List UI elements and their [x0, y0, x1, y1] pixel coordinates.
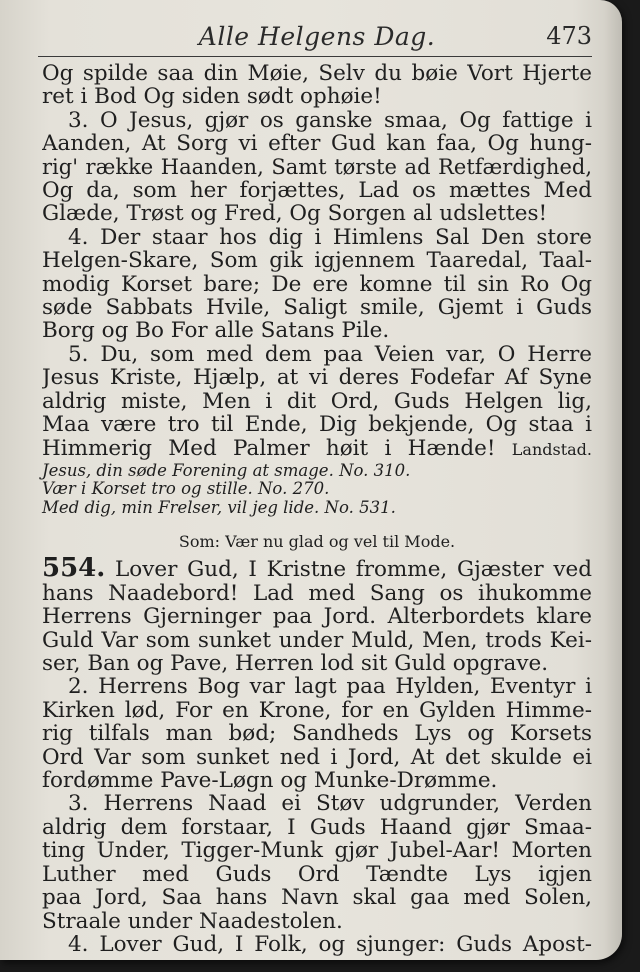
verse-line: ting Under, Tigger-Munk gjør Jubel-Aar! Morten — [42, 839, 592, 863]
verse-line: 4. Der staar hos dig i Himlens Sal Den store — [68, 225, 592, 250]
verse-line: aldrig miste, Men i dit Ord, Guds Helgen lig, — [42, 389, 592, 414]
verse-line: Lover Gud, I Kristne fromme, Gjæster ved — [115, 557, 592, 582]
page-header — [40, 18, 594, 54]
verse-line: 5. Du, som med dem paa Veien var, O Herre — [68, 342, 592, 367]
verse-line: Aanden, At Sorg vi efter Gud kan faa, Og hung- — [42, 132, 592, 156]
melody-indication: Som: Vær nu glad og vel til Mode. — [178, 532, 456, 552]
verse-line: Straale under Naadestolen. — [42, 909, 343, 933]
page-number: 473 — [546, 22, 592, 50]
verse-line: ret i Bod Og siden sødt ophøie! — [42, 85, 382, 109]
page-body — [42, 62, 592, 956]
verse-line: 3. Herrens Naad ei Støv udgrunder, Verden — [68, 792, 592, 816]
hymn-553-continuation — [42, 62, 592, 461]
cross-reference: Vær i Korset tro og stille. No. 270. — [42, 479, 330, 499]
verse-line: hans Naadebord! Lad med Sang os ihukomme — [42, 581, 592, 606]
cross-reference: Jesus, din søde Forening at smage. No. 310. — [42, 460, 411, 480]
verse-line: Glæde, Trøst og Fred, Og Sorgen al udslettes! — [42, 202, 548, 226]
cross-reference: Med dig, min Frelser, vil jeg lide. No. 531. — [42, 497, 396, 517]
running-title: Alle Helgens Dag. — [198, 22, 436, 51]
author-credit: Landstad. — [511, 439, 592, 459]
verse-line: 4. Lover Gud, I Folk, og sjunger: Guds Apost- — [68, 932, 592, 957]
verse-line: modig Korset bare; De ere komne til sin Ro Og — [42, 272, 592, 297]
verse-line: fordømme Pave-Løgn og Munke-Drømme. — [42, 769, 498, 793]
verse-line: 2. Herrens Bog var lagt paa Hylden, Eventyr i — [68, 675, 592, 699]
cross-references — [42, 462, 592, 518]
verse-line: paa Jord, Saa hans Navn skal gaa med Solen, — [42, 886, 592, 910]
verse-line: Kirken lød, For en Krone, for en Gylden Himme- — [42, 698, 592, 723]
verse-line: Maa være tro til Ende, Dig bekjende, Og staa i — [42, 413, 592, 437]
verse-line: Himmerig Med Palmer høit i Hænde! — [42, 436, 496, 461]
verse-line: 3. O Jesus, gjør os ganske smaa, Og fattige i — [68, 108, 592, 133]
hymn-554 — [42, 557, 592, 956]
verse-line: Jesus Kriste, Hjælp, at vi deres Fodefar Af Syne — [42, 366, 592, 390]
page-edge-shadow — [604, 0, 622, 960]
verse-line: Herrens Gjerninger paa Jord. Alterbordets klare — [42, 605, 592, 629]
verse-line-with-author — [42, 437, 592, 461]
verse-line: Helgen-Skare, Som gik igjennem Taaredal, Taal- — [42, 249, 592, 273]
hymn-number: 554. — [42, 557, 106, 582]
verse-line: Og da, som her forjættes, Lad os mættes Med — [42, 179, 592, 203]
verse-line: aldrig dem forstaar, I Guds Haand gjør Smaa- — [42, 815, 592, 840]
verse-line: rig tilfals man bød; Sandheds Lys og Korsets — [42, 722, 592, 746]
verse-line: Guld Var som sunket under Muld, Men, trods Kei- — [42, 628, 592, 653]
verse-line: Ord Var som sunket ned i Jord, At det skulde ei — [42, 745, 592, 770]
header-rule — [38, 56, 592, 57]
verse-line: Luther med Guds Ord Tændte Lys igjen — [42, 862, 592, 887]
verse-line: søde Sabbats Hvile, Saligt smile, Gjemt i Guds — [42, 296, 592, 320]
verse-line-with-number — [42, 557, 592, 581]
verse-line: rig' række Haanden, Samt tørste ad Retfærdighed, — [42, 155, 592, 179]
verse-line: Borg og Bo For alle Satans Pile. — [42, 319, 390, 343]
verse-line: ser, Ban og Pave, Herren lod sit Guld opgrave. — [42, 652, 549, 676]
verse-line: Og spilde saa din Møie, Selv du bøie Vort Hjerte — [42, 62, 592, 86]
